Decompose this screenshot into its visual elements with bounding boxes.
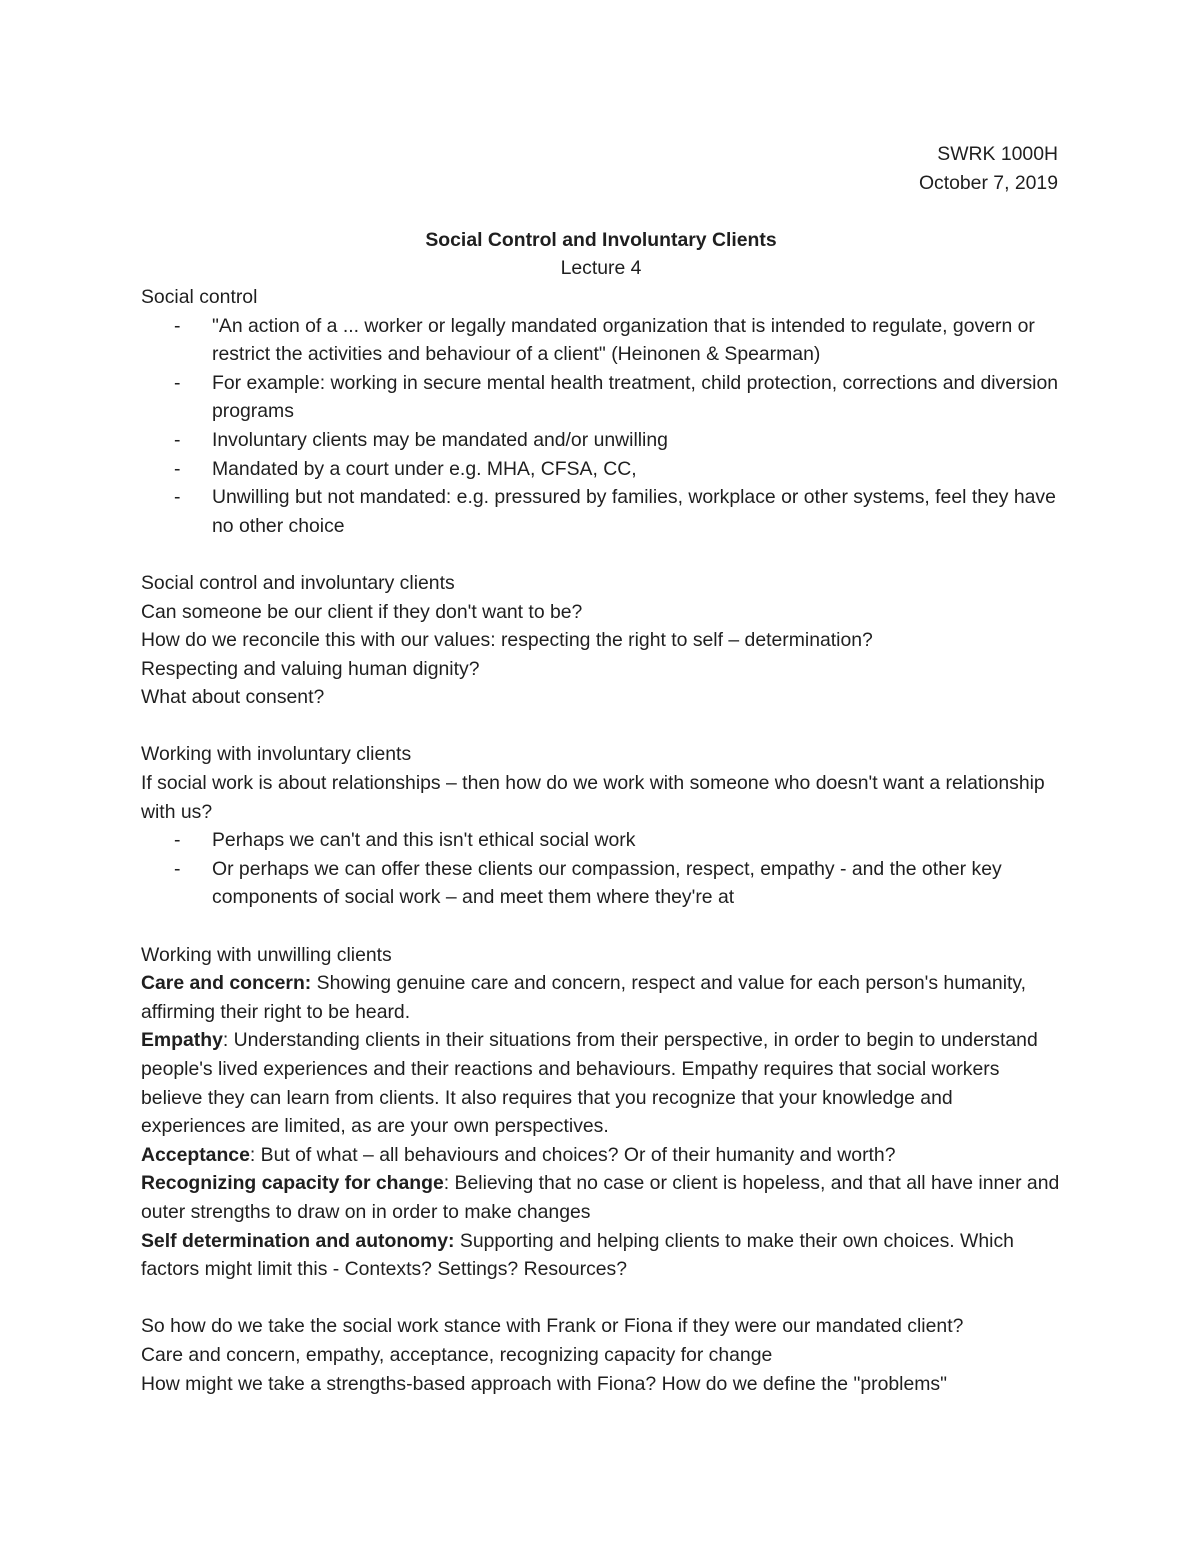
paragraph-line: How do we reconcile this with our values: respecting the right to self – determination?: [141, 629, 873, 652]
dash-bullet: -: [174, 829, 181, 852]
dash-bullet: -: [174, 371, 181, 394]
paragraph-line: If social work is about relationships – then how do we work with someone who doesn't want a relationship with us?: [141, 772, 1045, 823]
social-control-list: [141, 312, 1061, 541]
spacer: [141, 912, 1061, 941]
term-paragraph: Empathy: Understanding clients in their situations from their perspective, in order to begin to understand people's lived experiences and their reactions and behaviours. Empathy requires that social workers believe they can learn from clients. It also requires that you recognize that your knowledge and experiences are limited, as are your own perspectives.: [141, 1029, 1038, 1138]
term-paragraph: Acceptance: But of what – all behaviours and choices? Or of their humanity and worth?: [141, 1143, 896, 1166]
paragraph-line: How might we take a strengths-based approach with Fiona? How do we define the "problems": [141, 1372, 947, 1395]
term-label: Acceptance: [141, 1143, 250, 1166]
list-item: - Or perhaps we can offer these clients our compassion, respect, empathy - and the other key components of social work – and meet them where they're at: [141, 855, 1061, 912]
spacer: [141, 1284, 1061, 1313]
paragraph-line: What about consent?: [141, 686, 325, 709]
term-label: Recognizing capacity for change: [141, 1172, 444, 1195]
term-label: Care and concern:: [141, 972, 312, 995]
list-item: - Unwilling but not mandated: e.g. pressured by families, workplace or other systems, feel they have no other choice: [141, 483, 1061, 540]
document-subtitle: Lecture 4: [560, 257, 642, 280]
course-code: SWRK 1000H: [937, 143, 1058, 165]
list-item: - "An action of a ... worker or legally mandated organization that is intended to regulate, govern or restrict the activities and behaviour of a client" (Heinonen & Spearman): [141, 312, 1061, 369]
document-body: [141, 140, 1061, 1398]
working-involuntary-list: [141, 826, 1061, 912]
spacer: [141, 540, 1061, 569]
dash-bullet: -: [174, 314, 181, 337]
dash-bullet: -: [174, 428, 181, 451]
section-heading-unwilling-clients: Working with unwilling clients: [141, 943, 392, 966]
paragraph-line: Care and concern, empathy, acceptance, recognizing capacity for change: [141, 1343, 773, 1366]
paragraph-line: Can someone be our client if they don't want to be?: [141, 600, 583, 623]
section-heading-social-control: Social control: [141, 285, 258, 308]
list-item: - For example: working in secure mental health treatment, child protection, corrections and diversion programs: [141, 369, 1061, 426]
dash-bullet: -: [174, 486, 181, 509]
paragraph-line: So how do we take the social work stance with Frank or Fiona if they were our mandated client?: [141, 1315, 964, 1338]
document-date: October 7, 2019: [918, 171, 1058, 194]
section-heading-involuntary-clients: Social control and involuntary clients: [141, 571, 455, 594]
document-title: Social Control and Involuntary Clients: [425, 228, 777, 251]
term-paragraph: Care and concern: Showing genuine care and concern, respect and value for each person's humanity, affirming their right to be heard.: [141, 972, 1027, 1023]
dash-bullet: -: [174, 857, 181, 880]
term-paragraph: Self determination and autonomy: Supporting and helping clients to make their own choices. Which factors might limit this - Contexts? Settings? Resources?: [141, 1229, 1014, 1281]
term-paragraph: Recognizing capacity for change: Believing that no case or client is hopeless, and that all have inner and outer strengths to draw on in order to make changes: [141, 1172, 1060, 1223]
term-label: Empathy: [141, 1029, 223, 1052]
list-item: - Involuntary clients may be mandated and/or unwilling: [141, 426, 1061, 455]
spacer: [141, 712, 1061, 741]
term-label: Self determination and autonomy:: [141, 1229, 455, 1252]
list-item: - Mandated by a court under e.g. MHA, CFSA, CC,: [141, 455, 1061, 484]
dash-bullet: -: [174, 457, 181, 480]
list-item: - Perhaps we can't and this isn't ethical social work: [141, 826, 1061, 855]
section-heading-working-involuntary: Working with involuntary clients: [141, 743, 412, 766]
paragraph-line: Respecting and valuing human dignity?: [141, 657, 480, 680]
